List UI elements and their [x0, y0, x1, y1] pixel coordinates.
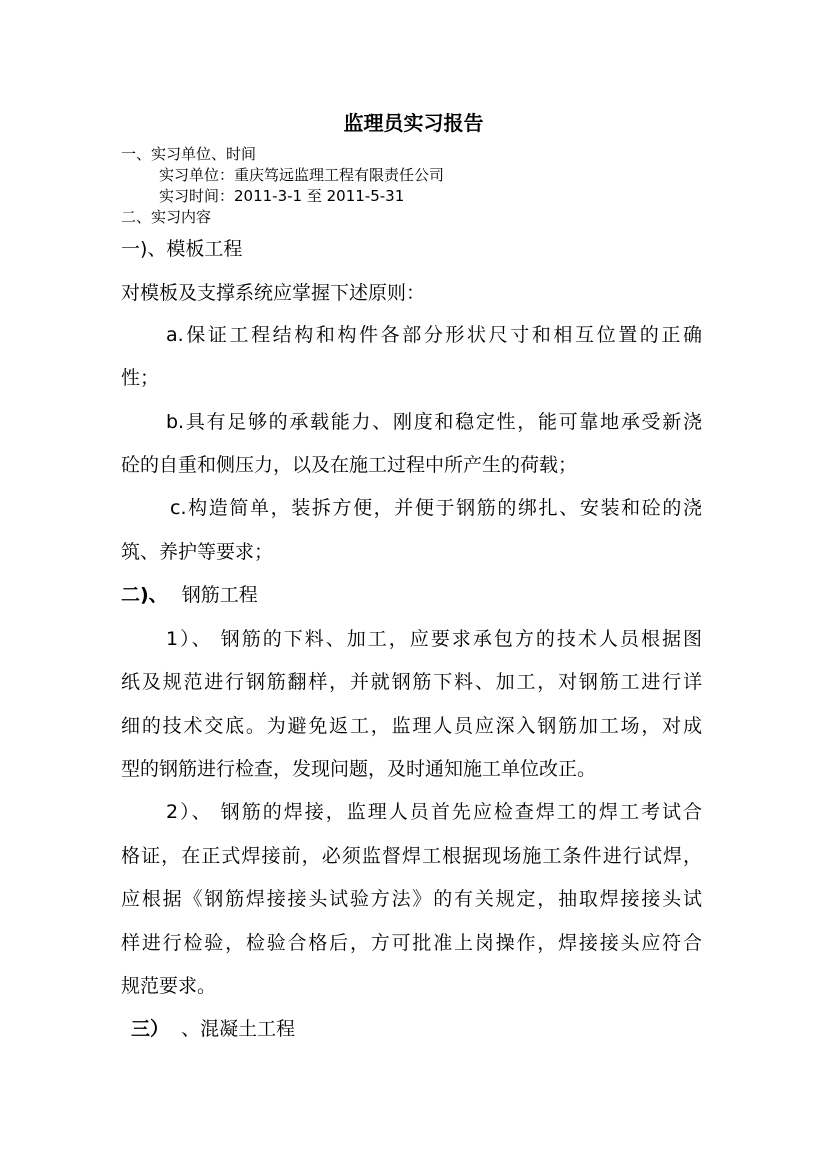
part3-heading	[131, 1020, 295, 1039]
part2-p1-line2: 纸及规范进行钢筋翻样，并就钢筋下料、加工，对钢筋工进行详	[121, 671, 702, 693]
part2-p2-line3: 应根据《钢筋焊接接头试验方法》的有关规定，抽取焊接接头试	[121, 888, 702, 910]
part1-heading: 一)、模板工程	[121, 238, 243, 260]
section1-heading: 一、实习单位、时间	[121, 145, 257, 163]
part1-intro: 对模板及支撑系统应掌握下述原则：	[121, 282, 426, 304]
part1-item-b-line2: 砼的自重和侧压力，以及在施工过程中所产生的荷载；	[121, 454, 578, 476]
part2-p2-line5: 规范要求。	[121, 975, 217, 997]
part2-p1-line4: 型的钢筋进行检查，发现问题，及时通知施工单位改正。	[121, 758, 597, 780]
part2-p2-line4: 样进行检验，检验合格后，方可批准上岗操作，焊接接头应符合	[121, 932, 702, 954]
section2-heading: 二、实习内容	[121, 208, 212, 226]
part1-item-a-line1: a.保证工程结构和构件各部分形状尺寸和相互位置的正确	[166, 324, 702, 346]
part1-item-c-line1: c.构造简单，装拆方便，并便于钢筋的绑扎、安装和砼的浇	[170, 497, 702, 519]
part1-item-c-line2: 筑、养护等要求；	[121, 541, 274, 563]
part3-heading-text: 、混凝土工程	[181, 1018, 296, 1040]
part2-heading	[121, 586, 258, 605]
part2-p1-line1: 1）、 钢筋的下料、加工，应要求承包方的技术人员根据图	[166, 628, 702, 650]
part2-p2-line1: 2）、 钢筋的焊接，监理人员首先应检查焊工的焊工考试合	[166, 801, 702, 823]
part2-heading-label: 二)、	[121, 584, 168, 606]
part2-heading-text: 钢筋工程	[181, 584, 258, 606]
part1-item-a-line2: 性；	[121, 367, 160, 389]
internship-unit: 实习单位：重庆笃远监理工程有限责任公司	[159, 166, 445, 184]
internship-time: 实习时间：2011-3-1 至 2011-5-31	[159, 187, 405, 205]
part3-heading-label: 三）	[131, 1018, 170, 1040]
document-title: 监理员实习报告	[343, 111, 484, 135]
part1-item-b-line1: b.具有足够的承载能力、刚度和稳定性，能可靠地承受新浇	[166, 411, 702, 433]
part2-p1-line3: 细的技术交底。为避免返工，监理人员应深入钢筋加工场，对成	[121, 715, 702, 737]
part2-p2-line2: 格证，在正式焊接前，必须监督焊工根据现场施工条件进行试焊，	[121, 845, 702, 867]
